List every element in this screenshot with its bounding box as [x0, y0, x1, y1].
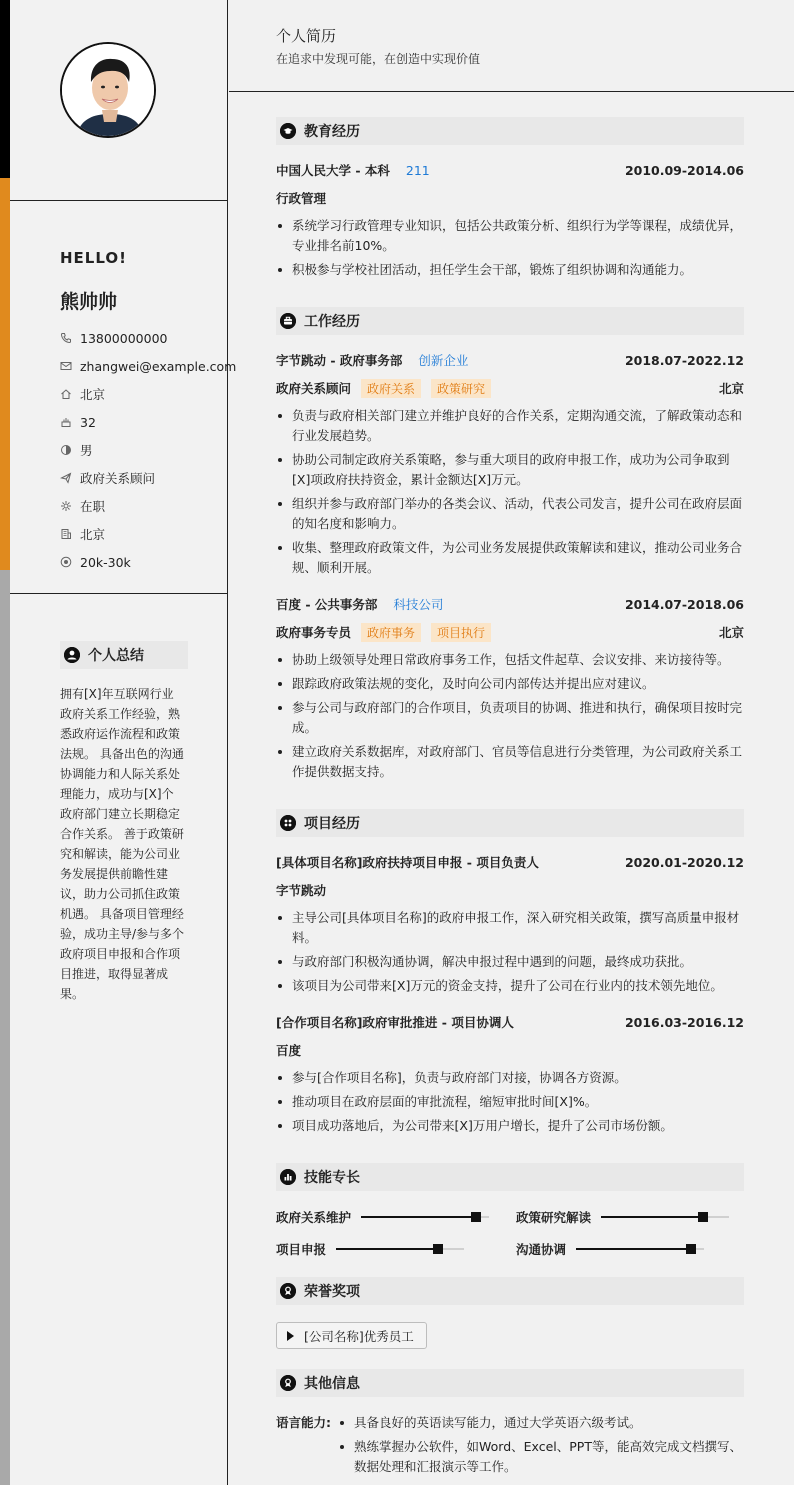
projects-title: 项目经历 — [304, 816, 360, 832]
list-item: 与政府部门积极沟通协调，解决申报过程中遇到的问题，最终成功获批。 — [276, 952, 746, 972]
project-row — [276, 1012, 744, 1032]
job-role-row — [276, 622, 744, 642]
skill-name: 政策研究解读 — [516, 1210, 592, 1225]
skill-fill — [601, 1216, 703, 1218]
skills-title: 技能专长 — [304, 1170, 360, 1186]
salary-icon — [60, 556, 72, 568]
education-date: 2010.09-2014.06 — [624, 162, 744, 178]
list-item: 主导公司[具体项目名称]的政府申报工作，深入研究相关政策，撰写高质量申报材料。 — [276, 908, 746, 948]
skill-tag: 政策研究 — [431, 379, 491, 398]
project-org: 百度 — [276, 1043, 302, 1058]
phone-icon — [60, 332, 72, 344]
work-title: 工作经历 — [304, 314, 360, 330]
project-name: [具体项目名称]政府扶持项目申报 - 项目负责人 — [276, 855, 539, 870]
info-city-text: 北京 — [80, 527, 106, 542]
list-item: 组织并参与政府部门举办的各类会议、活动，代表公司发言，提升公司在政府层面的知名度和影响力。 — [276, 494, 746, 534]
job-date: 2014.07-2018.06 — [624, 596, 744, 612]
list-item: 参与公司与政府部门的合作项目，负责项目的协调、推进和执行，确保项目按时完成。 — [276, 698, 746, 738]
graduation-cap-icon — [280, 123, 296, 139]
job-company: 百度 - 公共事务部 — [276, 597, 378, 612]
info-salary — [60, 548, 236, 576]
project-row — [276, 852, 744, 872]
award-label: [公司名称]优秀员工 — [304, 1328, 414, 1344]
summary-title: 个人总结 — [88, 648, 144, 664]
info-phone-text: 13800000000 — [80, 330, 168, 346]
skill-track — [576, 1248, 704, 1250]
list-item: 推动项目在政府层面的审批流程，缩短审批时间[X]%。 — [276, 1092, 746, 1112]
avatar — [60, 42, 156, 138]
job-role-row — [276, 378, 744, 398]
job-role: 政府事务专员 — [276, 625, 352, 640]
skill-knob — [471, 1212, 481, 1222]
job-row — [276, 594, 744, 614]
page-subtitle: 在追求中发现可能，在创造中实现价值 — [276, 52, 481, 66]
send-icon — [60, 472, 72, 484]
skill-fill — [336, 1248, 438, 1250]
skill-track — [601, 1216, 729, 1218]
job-city: 北京 — [718, 625, 744, 640]
accent-bar-gray — [0, 570, 10, 1485]
education-bullets — [276, 216, 746, 284]
info-status — [60, 492, 236, 520]
info-gender — [60, 436, 236, 464]
contact-info-list — [60, 324, 236, 576]
project-org: 字节跳动 — [276, 883, 327, 898]
list-item: 参与[合作项目名称]，负责与政府部门对接，协调各方资源。 — [276, 1068, 746, 1088]
gender-icon — [60, 444, 72, 456]
list-item: 协助上级领导处理日常政府事务工作，包括文件起草、会议安排、来访接待等。 — [276, 650, 746, 670]
info-position — [60, 464, 236, 492]
sidebar — [10, 0, 237, 1485]
skill-track — [336, 1248, 464, 1250]
education-section-header — [276, 117, 744, 145]
info-phone — [60, 324, 236, 352]
job-company: 字节跳动 - 政府事务部 — [276, 353, 403, 368]
major-row — [276, 188, 744, 208]
list-item: 跟踪政府政策法规的变化，及时向公司内部传达并提出应对建议。 — [276, 674, 746, 694]
skill-item — [516, 1241, 704, 1257]
skill-knob — [686, 1244, 696, 1254]
awards-section-header — [276, 1277, 744, 1305]
education-row — [276, 160, 744, 180]
list-item: 负责与政府相关部门建立并维护良好的合作关系，定期沟通交流，了解政策动态和行业发展趋势。 — [276, 406, 746, 446]
skill-tag: 政府事务 — [361, 623, 421, 642]
job-row — [276, 350, 744, 370]
project-name: [合作项目名称]政府审批推进 - 项目协调人 — [276, 1015, 514, 1030]
user-circle-icon — [64, 647, 80, 663]
list-item: 该项目为公司带来[X]万元的资金支持，提升了公司在行业内的技术领先地位。 — [276, 976, 746, 996]
page-title: 个人简历 — [276, 27, 337, 45]
list-item: 具备良好的英语读写能力，通过大学英语六级考试。 — [336, 1413, 746, 1433]
projects-section-header — [276, 809, 744, 837]
info-salary-text: 20k-30k — [80, 554, 131, 570]
info-status-text: 在职 — [80, 499, 106, 514]
skill-name: 项目申报 — [276, 1242, 327, 1257]
skill-knob — [698, 1212, 708, 1222]
skill-item — [516, 1209, 729, 1225]
person-name: 熊帅帅 — [60, 291, 118, 313]
list-item: 系统学习行政管理专业知识，包括公共政策分析、组织行为学等课程，成绩优异，专业排名前10%。 — [276, 216, 746, 256]
skill-tag: 政府关系 — [361, 379, 421, 398]
skill-name: 政府关系维护 — [276, 1210, 352, 1225]
status-icon — [60, 500, 72, 512]
project-bullets — [276, 1068, 746, 1140]
info-age-text: 32 — [80, 414, 96, 430]
project-bullets — [276, 908, 746, 1000]
info-age — [60, 408, 236, 436]
education-title: 教育经历 — [304, 124, 360, 140]
other-title: 其他信息 — [304, 1376, 360, 1392]
list-item: 建立政府关系数据库，对政府部门、官员等信息进行分类管理，为公司政府关系工作提供数据支持。 — [276, 742, 746, 782]
company-tag: 科技公司 — [393, 597, 444, 612]
job-date: 2018.07-2022.12 — [624, 352, 744, 368]
skill-fill — [576, 1248, 691, 1250]
list-item: 积极参与学校社团活动，担任学生会干部，锻炼了组织协调和沟通能力。 — [276, 260, 746, 280]
cake-icon — [60, 416, 72, 428]
summary-text: 拥有[X]年互联网行业政府关系工作经验，熟悉政府运作流程和政策法规。 具备出色的沟通协调能力和人际关系处理能力，成功与[X]个政府部门建立长期稳定合作关系。 善于政策研究和解读，能为公司业务发展提供前瞻性建议，助力公司抓住政策机遇。 具备项目管理经验，成功主导/参与多个政府项目申报和合作项目推进，取得显著成果。 — [60, 687, 185, 1001]
list-item: 熟练掌握办公软件，如Word、Excel、PPT等，能高效完成文档撰写、数据处理和汇报演示等工作。 — [336, 1437, 746, 1477]
info-position-text: 政府关系顾问 — [80, 471, 156, 486]
info-email-text: zhangwei@example.com — [80, 358, 237, 374]
company-tag: 创新企业 — [418, 353, 469, 368]
project-org-row — [276, 1040, 744, 1060]
info-award-icon — [280, 1375, 296, 1391]
skill-item — [276, 1209, 489, 1225]
job-bullets — [276, 650, 746, 786]
avatar-portrait-icon — [62, 44, 156, 138]
grid-icon — [280, 815, 296, 831]
skill-knob — [433, 1244, 443, 1254]
school-tag: 211 — [405, 162, 430, 178]
bar-chart-icon — [280, 1169, 296, 1185]
info-city — [60, 520, 236, 548]
mail-icon — [60, 360, 72, 372]
building-icon — [60, 528, 72, 540]
info-hometown-text: 北京 — [80, 387, 106, 402]
job-city: 北京 — [718, 381, 744, 396]
skill-track — [361, 1216, 489, 1218]
project-org-row — [276, 880, 744, 900]
award-icon — [280, 1283, 296, 1299]
accent-bar — [0, 0, 10, 1485]
sidebar-divider — [10, 200, 228, 201]
accent-bar-orange — [0, 178, 10, 570]
resume-header — [229, 0, 794, 92]
other-bullets — [336, 1413, 746, 1481]
list-item: 协助公司制定政府关系策略，参与重大项目的政府申报工作，成功为公司争取到[X]项政府扶持资金，累计金额达[X]万元。 — [276, 450, 746, 490]
home-icon — [60, 388, 72, 400]
job-role: 政府关系顾问 — [276, 381, 352, 396]
project-date: 2016.03-2016.12 — [624, 1014, 744, 1030]
info-hometown — [60, 380, 236, 408]
skill-tag: 项目执行 — [431, 623, 491, 642]
play-triangle-icon — [287, 1331, 294, 1341]
briefcase-icon — [280, 313, 296, 329]
language-label: 语言能力: — [276, 1415, 331, 1430]
major-name: 行政管理 — [276, 191, 327, 206]
skills-section-header — [276, 1163, 744, 1191]
skill-item — [276, 1241, 464, 1257]
other-section-header — [276, 1369, 744, 1397]
school-name: 中国人民大学 - 本科 — [276, 163, 390, 178]
summary-header — [60, 641, 188, 669]
list-item: 项目成功落地后，为公司带来[X]万用户增长，提升了公司市场份额。 — [276, 1116, 746, 1136]
main-content — [229, 0, 794, 1485]
project-date: 2020.01-2020.12 — [624, 854, 744, 870]
work-section-header — [276, 307, 744, 335]
info-email — [60, 352, 236, 380]
skill-name: 沟通协调 — [516, 1242, 567, 1257]
job-bullets — [276, 406, 746, 582]
skill-fill — [361, 1216, 476, 1218]
info-gender-text: 男 — [80, 443, 93, 458]
hello-text: HELLO! — [60, 249, 127, 267]
award-item-button[interactable] — [276, 1322, 427, 1349]
sidebar-divider — [10, 593, 228, 594]
list-item: 收集、整理政府政策文件，为公司业务发展提供政策解读和建议，推动公司业务合规、顺利开展。 — [276, 538, 746, 578]
awards-title: 荣誉奖项 — [304, 1284, 360, 1300]
accent-bar-black — [0, 0, 10, 178]
